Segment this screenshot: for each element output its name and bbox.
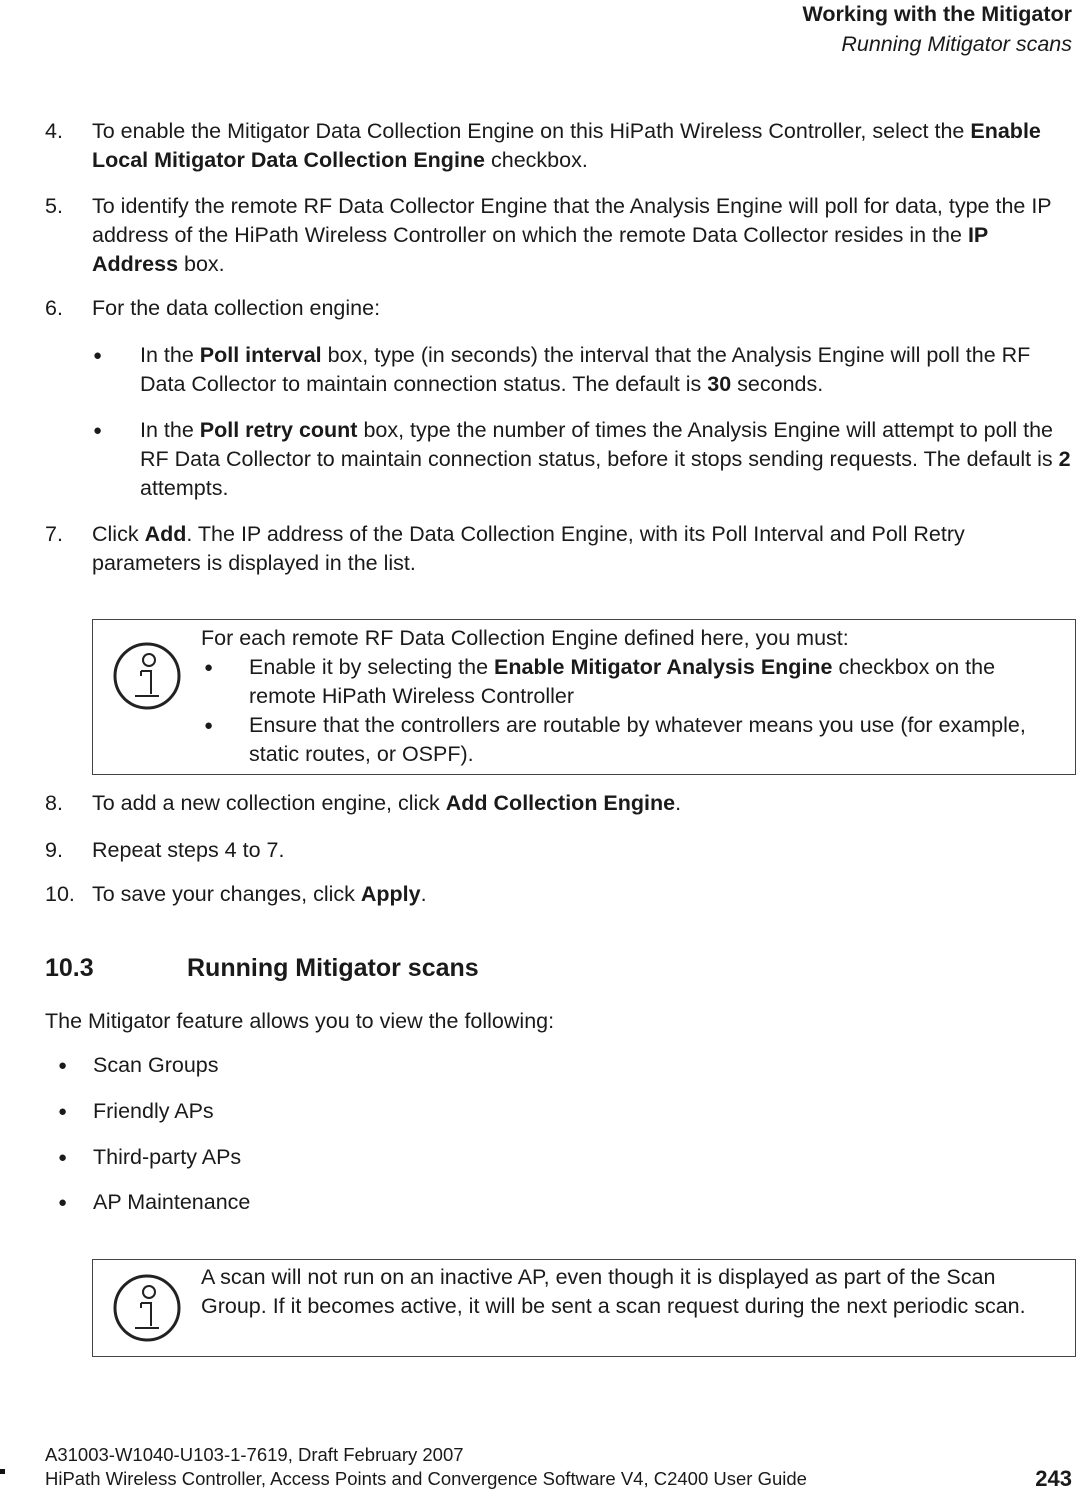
bullet-text-mid: box, type (in seconds) the interval that the Analysis Engine will poll the RF Data Collector to maintain connection status. The default is (140, 343, 1031, 396)
step-number: 8. (45, 791, 63, 815)
ui-label-apply: Apply (360, 882, 421, 906)
list-item-text: AP Maintenance (93, 1190, 251, 1214)
step-number: 9. (45, 838, 63, 862)
bullet-text-end: seconds. (731, 372, 824, 396)
bullet-icon: ● (58, 1103, 68, 1120)
bullet-text-mid: box, type the number of times the Analysis Engine will attempt to poll the RF Data Collector to maintain connection status, before it stops sending requests. The default is (140, 418, 1059, 471)
list-item-text: Third-party APs (93, 1145, 242, 1169)
bullet-poll-interval (93, 341, 1075, 399)
step-text: Repeat steps 4 to 7. (92, 838, 285, 862)
step-text: To identify the remote RF Data Collector Engine that the Analysis Engine will poll for data, type the IP address of the HiPath Wireless Controller on which the remote Data Collector resides in the (92, 194, 1052, 247)
step-text: To save your changes, click (92, 882, 361, 906)
step-text: Click (92, 522, 145, 546)
step-number: 5. (45, 194, 63, 218)
bullet-text-end: attempts. (140, 476, 229, 500)
step-text-end: checkbox. (485, 148, 588, 172)
list-item (45, 1051, 945, 1080)
bullet-text: In the (140, 343, 200, 367)
info-note-icon (111, 640, 183, 720)
step-5 (45, 192, 1075, 279)
ui-label-add: Add (144, 522, 187, 546)
step-9 (45, 836, 1075, 865)
step-number: 4. (45, 119, 63, 143)
bullet-icon: ● (58, 1149, 68, 1166)
note-box-inactive-ap (92, 1259, 1076, 1357)
note-bullet-enable (201, 653, 1065, 711)
section-intro: The Mitigator feature allows you to view the following: (45, 1009, 555, 1033)
list-item-text: Scan Groups (93, 1053, 219, 1077)
ui-label-add-collection-engine: Add Collection Engine (445, 791, 676, 815)
bullet-text: In the (140, 418, 200, 442)
note-body: A scan will not run on an inactive AP, even though it is displayed as part of the Scan Group. If it becomes active, it will be sent a scan request during the next periodic scan. (201, 1265, 1026, 1318)
footer-doc-id: A31003-W1040-U103-1-7619, Draft February 2007 (45, 1444, 464, 1465)
bullet-icon: ● (93, 422, 103, 439)
note-bullet-text: Ensure that the controllers are routable by whatever means you use (for example, static routes, or OSPF). (249, 713, 1026, 766)
step-text: To add a new collection engine, click (92, 791, 446, 815)
default-value: 30 (707, 372, 732, 396)
bullet-icon: ● (93, 347, 103, 364)
step-7 (45, 520, 1075, 578)
step-text: For the data collection engine: (92, 296, 381, 320)
page-number: 243 (1035, 1466, 1072, 1491)
ui-label-poll-interval: Poll interval (199, 343, 322, 367)
bullet-icon: ● (58, 1194, 68, 1211)
step-6 (45, 294, 1075, 323)
section-number: 10.3 (45, 954, 94, 982)
step-text-end: . The IP address of the Data Collection Engine, with its Poll Interval and Poll Retry parameters is displayed in the list. (92, 522, 965, 575)
note-bullet-routable (201, 711, 1065, 769)
footer-doc-title: HiPath Wireless Controller, Access Points and Convergence Software V4, C2400 User Guide (45, 1468, 807, 1489)
bullet-poll-retry-count (93, 416, 1075, 503)
note-body (201, 624, 1065, 769)
crop-mark (0, 1469, 5, 1474)
note-bullet-text: Enable it by selecting the (249, 655, 495, 679)
note-box-collection-engine (92, 619, 1076, 775)
running-header-subtitle: Running Mitigator scans (841, 32, 1072, 56)
note-bullet-text-end: checkbox on the remote HiPath Wireless Controller (249, 655, 996, 708)
step-number: 7. (45, 522, 63, 546)
list-item-text: Friendly APs (93, 1099, 214, 1123)
info-note-icon (111, 1272, 183, 1352)
step-text: To enable the Mitigator Data Collection Engine on this HiPath Wireless Controller, select the (92, 119, 971, 143)
ui-label-ip-address: IP Address (92, 223, 988, 276)
step-4 (45, 117, 1075, 175)
step-text-end: box. (178, 252, 225, 276)
bullet-icon: ● (58, 1057, 68, 1074)
note-intro: For each remote RF Data Collection Engine defined here, you must: (201, 626, 849, 650)
list-item (45, 1097, 945, 1126)
running-header-title: Working with the Mitigator (802, 2, 1072, 26)
default-value: 2 (1058, 447, 1071, 471)
list-item (45, 1143, 945, 1172)
step-number: 10. (45, 882, 75, 906)
step-text-end: . (420, 882, 427, 906)
step-10 (45, 880, 1075, 909)
ui-label-enable-mitigator-analysis-engine: Enable Mitigator Analysis Engine (494, 655, 833, 679)
ui-label-poll-retry-count: Poll retry count (199, 418, 358, 442)
ui-label-enable-local-dce: Enable Local Mitigator Data Collection Engine (92, 119, 1041, 172)
step-number: 6. (45, 296, 63, 320)
bullet-icon: ● (204, 717, 214, 734)
step-text-end: . (675, 791, 682, 815)
section-title: Running Mitigator scans (187, 954, 479, 982)
bullet-icon: ● (204, 659, 214, 676)
list-item (45, 1188, 945, 1217)
section-heading (45, 952, 479, 984)
step-8 (45, 789, 1075, 818)
